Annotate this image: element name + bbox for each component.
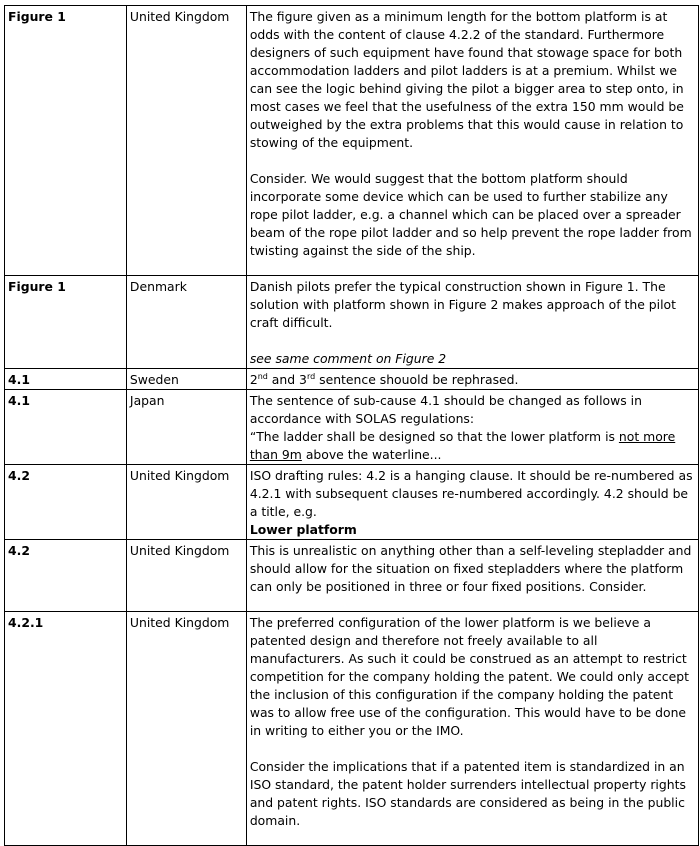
table-row — [5, 540, 699, 612]
comment-cell — [246, 465, 698, 540]
table-row — [5, 465, 699, 540]
proposed-title: Lower platform — [249, 522, 357, 537]
country-cell: United Kingdom — [126, 540, 246, 612]
table-row — [5, 612, 699, 846]
country-cell: Japan — [126, 390, 246, 465]
table-row — [5, 6, 699, 276]
table-row — [5, 276, 699, 369]
comment-cell — [246, 612, 698, 846]
comment-text: and 3 — [267, 372, 307, 387]
country-cell: United Kingdom — [126, 465, 246, 540]
comment-paragraph: This is unrealistic on anything other than a self-leveling stepladder and should allow for the situation on fixed stepladders where the platform can only be positioned in three or four fixed positions. Consider. — [249, 543, 692, 594]
quoted-text: “The ladder shall be designed so that the lower platform is not more than 9m above the waterline... — [249, 429, 676, 462]
clause-cell: Figure 1 — [5, 6, 127, 276]
comment-paragraph: Consider the implications that if a patented item is standardized in an ISO standard, the patent holder surrenders intellectual property rights and patent rights. ISO standards are considered as being in the public domain. — [249, 759, 686, 828]
country-cell: Denmark — [126, 276, 246, 369]
comment-paragraph: The figure given as a minimum length for the bottom platform is at odds with the content of clause 4.2.2 of the standard. Furthermore designers of such equipment have found that stowage space for both accommodation ladders and pilot ladders is at a premium. Whilst we can see the logic behind giving the pilot a bigger area to step onto, in most cases we feel that the usefulness of the extra 150 mm would be outweighed by the extra problems that this would cause in relation to stowing of the equipment. — [249, 9, 684, 150]
comment-text: sentence shouold be rephrased. — [315, 372, 519, 387]
comment-paragraph: ISO drafting rules: 4.2 is a hanging clause. It should be re-numbered as 4.2.1 with subsequent clauses re-numbered accordingly. 4.2 should be a title, e.g. — [249, 468, 693, 519]
comments-table — [4, 5, 699, 846]
clause-cell: 4.2 — [5, 465, 127, 540]
comment-paragraph: Consider. We would suggest that the bottom platform should incorporate some device which can be used to further stabilize any rope pilot ladder, e.g. a channel which can be placed over a spreader beam of the rope pilot ladder and so help prevent the rope ladder from twisting against the side of the ship. — [249, 171, 692, 258]
ordinal-suffix: rd — [306, 371, 316, 381]
ordinal-suffix: nd — [257, 371, 268, 381]
comment-paragraph: The sentence of sub-cause 4.1 should be changed as follows in accordance with SOLAS regulations: — [249, 393, 642, 426]
comment-cell — [246, 369, 698, 390]
country-cell: United Kingdom — [126, 6, 246, 276]
comment-cell — [246, 6, 698, 276]
clause-cell: Figure 1 — [5, 276, 127, 369]
comment-cell — [246, 390, 698, 465]
underlined-text: not more than 9m — [249, 429, 676, 462]
clause-cell: 4.1 — [5, 369, 127, 390]
ordinal-number: 2 — [249, 372, 258, 387]
country-cell: Sweden — [126, 369, 246, 390]
comment-cell — [246, 276, 698, 369]
clause-cell: 4.2 — [5, 540, 127, 612]
country-cell: United Kingdom — [126, 612, 246, 846]
comment-cell — [246, 540, 698, 612]
comment-paragraph: Danish pilots prefer the typical construction shown in Figure 1. The solution with platform shown in Figure 2 makes approach of the pilot craft difficult. — [249, 279, 676, 330]
table-row — [5, 390, 699, 465]
table-row — [5, 369, 699, 390]
comment-paragraph: see same comment on Figure 2 — [249, 351, 447, 366]
clause-cell: 4.2.1 — [5, 612, 127, 846]
comment-paragraph: The preferred configuration of the lower platform is we believe a patented design and therefore not freely available to all manufacturers. As such it could be construed as an attempt to restrict competition for the company holding the patent. We could only accept the inclusion of this configuration if the company holding the patent was to allow free use of the configuration. This would have to be done in writing to either you or the IMO. — [249, 615, 689, 738]
clause-cell: 4.1 — [5, 390, 127, 465]
